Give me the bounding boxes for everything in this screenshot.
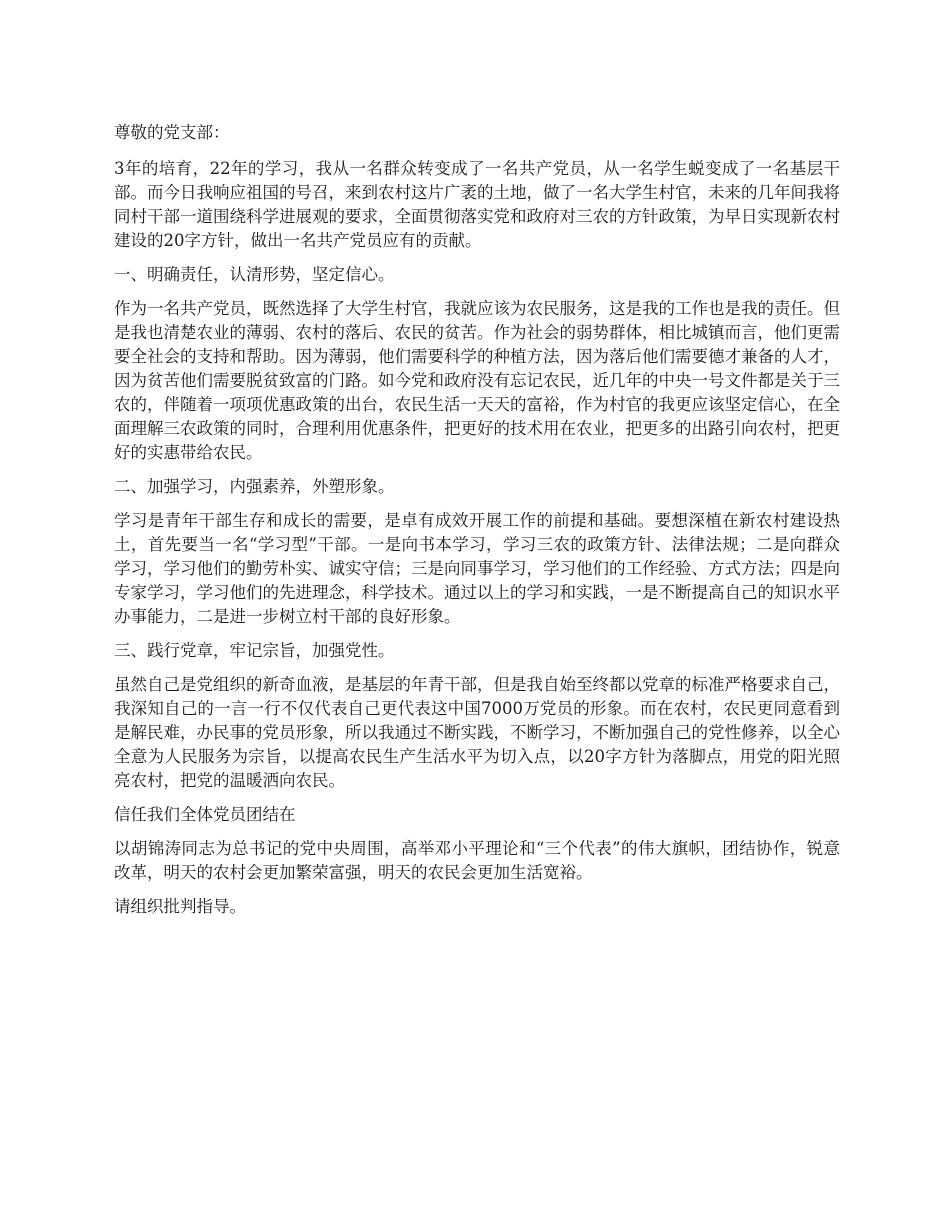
- paragraph-section-1: 作为一名共产党员，既然选择了大学生村官，我就应该为农民服务，这是我的工作也是我的责任。但是我也清楚农业的薄弱、农村的落后、农民的贫苦。作为社会的弱势群体，相比城镇而言，他们更需要全社会的支持和帮助。因为薄弱，他们需要科学的种植方法，因为落后他们需要德才兼备的人才，因为贫苦他们需要脱贫致富的门路。如今党和政府没有忘记农民，近几年的中央一号文件都是关于三农的，伴随着一项项优惠政策的出台，农民生活一天天的富裕，作为村官的我更应该坚定信心，在全面理解三农政策的同时，合理利用优惠条件，把更好的技术用在农业，把更多的出路引向农村，把更好的实惠带给农民。: [114, 299, 840, 462]
- section-heading-3: 三、践行党章，牢记宗旨，加强党性。: [114, 641, 395, 660]
- salutation: 尊敬的党支部：: [114, 123, 230, 142]
- section-heading-1: 一、明确责任，认清形势，坚定信心。: [114, 265, 395, 284]
- paragraph-section-2: 学习是青年干部生存和成长的需要，是卓有成效开展工作的前提和基础。要想深植在新农村建设热土，首先要当一名“学习型”干部。一是向书本学习，学习三农的政策方针、法律法规；二是向群众学习，学习他们的勤劳朴实、诚实守信；三是向同事学习，学习他们的工作经验、方式方法；四是向专家学习，学习他们的先进理念，科学技术。通过以上的学习和实践，一是不断提高自己的知识水平办事能力，二是进一步树立村干部的良好形象。: [114, 511, 840, 626]
- section-heading-2: 二、加强学习，内强素养，外塑形象。: [114, 477, 395, 496]
- paragraph-intro: 3年的培育，22年的学习，我从一名群众转变成了一名共产党员，从一名学生蜕变成了一名基层干部。而今日我响应祖国的号召，来到农村这片广袤的土地，做了一名大学生村官，未来的几年间我将同村干部一道围绕科学进展观的要求，全面贯彻落实党和政府对三农的方针政策，为早日实现新农村建设的20字方针，做出一名共产党员应有的贡献。: [114, 159, 840, 250]
- paragraph-trust: 信任我们全体党员团结在: [114, 805, 296, 824]
- paragraph-section-3: 虽然自己是党组织的新奇血液，是基层的年青干部，但是我自始至终都以党章的标准严格要求自己，我深知自己的一言一行不仅代表自己更代表这中国7000万党员的形象。而在农村，农民更同意看到是解民难，办民事的党员形象，所以我通过不断实践，不断学习，不断加强自己的党性修养，以全心全意为人民服务为宗旨，以提高农民生产生活水平为切入点，以20字方针为落脚点，用党的阳光照亮农村，把党的温暖洒向农民。: [114, 675, 840, 790]
- paragraph-signoff: 请组织批判指导。: [114, 897, 246, 916]
- document-body: [114, 121, 840, 929]
- paragraph-closing: 以胡锦涛同志为总书记的党中央周围，高举邓小平理论和“三个代表”的伟大旗帜，团结协作，锐意改革，明天的农村会更加繁荣富强，明天的农民会更加生活宽裕。: [114, 839, 840, 882]
